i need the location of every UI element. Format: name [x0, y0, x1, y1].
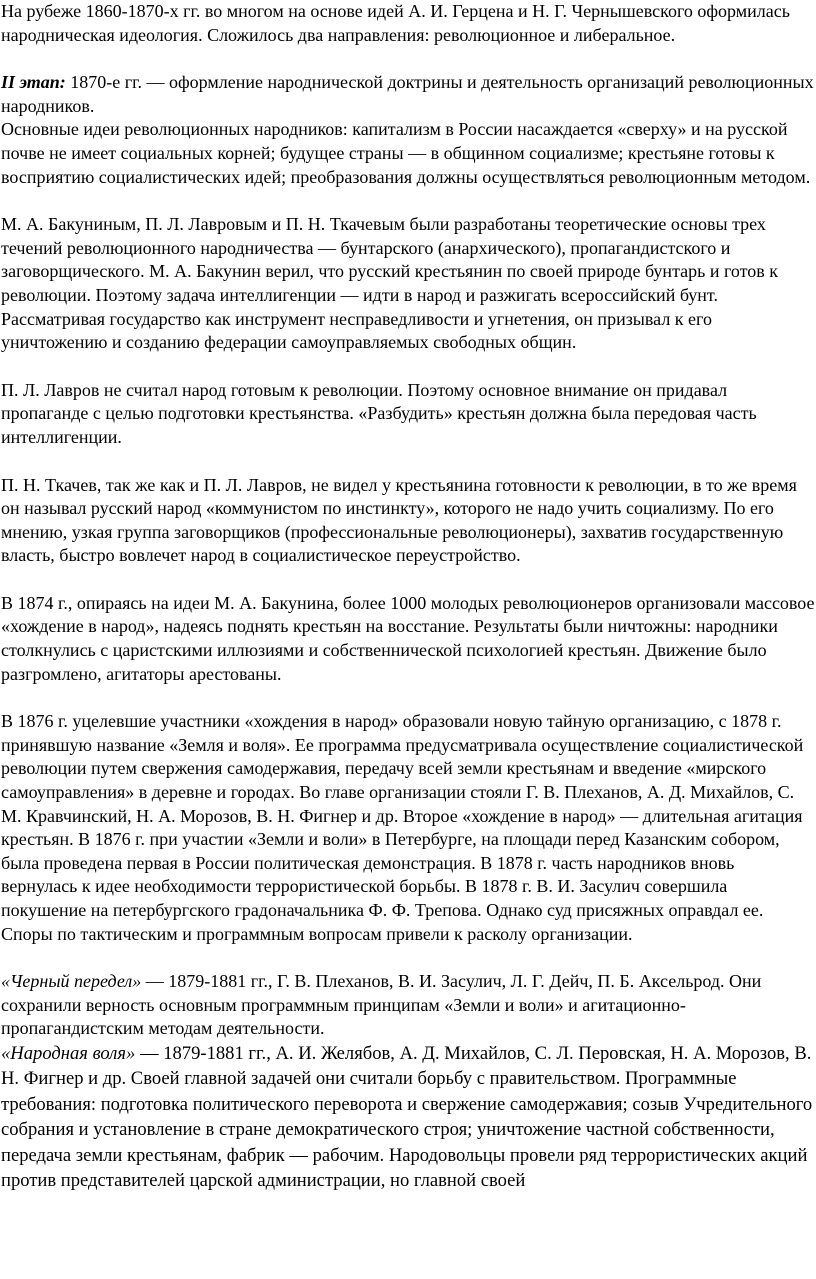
paragraph-theorists: М. А. Бакуниным, П. Л. Лавровым и П. Н. Ткачевым были разработаны теоретические основы трех течений революционного народничества — бунтарского (анархического), пропагандистского и заговорщического. М. А. Бакунин верил, что русский крестьянин по своей природе бунтарь и готов к революции. Поэтому задача интеллигенции — идти в народ и разжигать всероссийский бунт. Рассматривая государство как инструмент несправедливости и угнетения, он призывал к его уничтожению и созданию федерации самоуправляемых свободных общин.	[1, 214, 779, 353]
paragraph-peoples-will	[1, 1041, 815, 1193]
paragraph-going-to-people: В 1874 г., опираясь на идеи М. А. Бакунина, более 1000 молодых революционеров организовали массовое «хождение в народ», надеясь поднять крестьян на восстание. Результаты были ничтожны: народники столкнулись с царистскими иллюзиями и собственнической психологией крестьян. Движение было разгромлено, агитаторы арестованы.	[1, 592, 815, 684]
paragraph-main-ideas: Основные идеи революционных народников: капитализм в России насаждается «сверху» и на русской почве не имеет социальных корней; будущее страны — в общинном социализме; крестьяне готовы к восприятию социалистических идей; преобразования должны осуществляться революционным методом.	[1, 119, 811, 187]
stage-label: II этап:	[1, 72, 66, 93]
paragraph-black-repartition	[1, 970, 815, 1041]
paragraph-gap	[1, 568, 815, 592]
paragraph-gap	[1, 355, 815, 379]
paragraph-intro: На рубеже 1860-1870-х гг. во многом на основе идей А. И. Герцена и Н. Г. Чернышевского оформилась народническая идеология. Сложилось два направления: революционное и либеральное.	[1, 1, 790, 45]
paragraph-gap	[1, 946, 815, 970]
stage-text: 1870-е гг. — оформление народнической доктрины и деятельность организаций революционных народников.	[1, 72, 814, 116]
paragraph-gap	[1, 686, 815, 710]
paragraph-gap	[1, 47, 815, 71]
paragraph-stage-two	[1, 71, 815, 118]
black-repartition-text: — 1879-1881 гг., Г. В. Плеханов, В. И. Засулич, Л. Г. Дейч, П. Б. Аксельрод. Они сохранили верность основным программным принципам «Земли и воли» и агитационно-пропагандистским методам деятельности.	[1, 971, 762, 1039]
peoples-will-label: «Народная воля»	[1, 1042, 136, 1064]
peoples-will-text: — 1879-1881 гг., А. И. Желябов, А. Д. Михайлов, С. Л. Перовская, Н. А. Морозов, В. Н. Фигнер и др. Своей главной задачей они считали борьбу с правительством. Программные требования: подготовка политического переворота и свержение самодержавия; созыв Учредительного собрания и установление в стране демократического строя; уничтожение частной собственности, передача земли крестьянам, фабрик — рабочим. Народовольцы провели ряд террористических акций против представителей царской администрации, но главной своей	[1, 1042, 813, 1191]
paragraph-gap	[1, 189, 815, 213]
paragraph-tkachev: П. Н. Ткачев, так же как и П. Л. Лавров, не видел у крестьянина готовности к революции, в то же время он называл русский народ «коммунистом по инстинкту», которого не надо учить социализму. По его мнению, узкая группа заговорщиков (профессиональные революционеры), захватив государственную власть, быстро вовлечет народ в социалистическое переустройство.	[1, 474, 797, 566]
paragraph-lavrov: П. Л. Лавров не считал народ готовым к революции. Поэтому основное внимание он придавал пропаганде с целью подготовки крестьянства. «Разбудить» крестьян должна была передовая часть интеллигенции.	[1, 379, 757, 447]
paragraph-gap	[1, 450, 815, 474]
paragraph-land-and-liberty: В 1876 г. уцелевшие участники «хождения в народ» образовали новую тайную организацию, с 1878 г. принявшую название «Земля и воля». Ее программа предусматривала осуществление социалистической революции путем свержения самодержавия, передачу всей земли крестьянам и введение «мирского самоуправления» в деревне и городах. Во главе организации стояли Г. В. Плеханов, А. Д. Михайлов, С. М. Кравчинский, Н. А. Морозов, В. Н. Фигнер и др. Второе «хождение в народ» — длительная агитация крестьян. В 1876 г. при участии «Земли и воли» в Петербурге, на площади перед Казанским собором, была проведена первая в России политическая демонстрация. В 1878 г. часть народников вновь вернулась к идее необходимости террористической борьбы. В 1878 г. В. И. Засулич совершила покушение на петербургского градоначальника Ф. Ф. Трепова. Однако суд присяжных оправдал ее. Споры по тактическим и программным вопросам привели к расколу организации.	[1, 711, 804, 944]
black-repartition-label: «Черный передел»	[1, 971, 142, 992]
